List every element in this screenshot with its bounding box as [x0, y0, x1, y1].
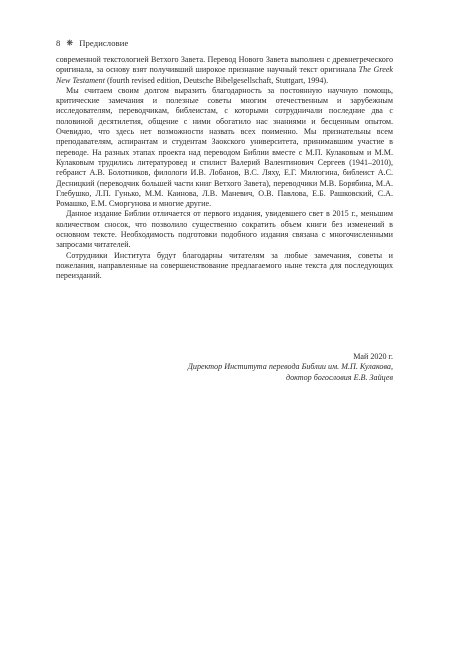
running-header [56, 39, 128, 48]
signature-name: доктор богословия Е.В. Зайцев [285, 372, 393, 382]
paragraph-2: Мы считаем своим долгом выразить благодарность за постоянную научную помощь, критические замечания и полезные советы многим отечественным и зарубежным исследователям, переводчикам, библеистам, с которыми сотрудничали последние два с половиной десятилетия, общение с ними обогатило нас знаниями и бесценным опытом. Очевидно, что здесь нет возможности назвать всех поименно. Мы признательны всем преподавателям, аспирантам и студентам Заокского университета, принимавшим участие в переводе. На разных этапах проекта над переводом Библии вместе с М.П. Кулаковым и М.М. Кулаковым трудились литературовед и стилист Валерий Валентинович Сергеев (1941–2010), гебраист А.В. Болотников, филологи И.В. Лобанов, В.С. Ляху, Е.Г. Милюгина, библеист А.С. Десницкий (переводчик большей части книг Ветхого Завета), переводчики М.В. Борябина, М.А. Глебушко, Л.П. Гунько, М.М. Каинова, Л.В. Маневич, О.В. Павлова, Е.Б. Рашковский, С.А. Ромашко, Е.М. Сморгунова и многие другие. [56, 85, 393, 209]
signature-title: Директор Института перевода Библии им. М.П. Кулакова, [187, 362, 393, 372]
paragraph-1-part-1: современной текстологией Ветхого Завета. Перевод Нового Завета выполнен с древнегреческого оригинала, за основу взят получивший широкое признание научный текст оригинала [56, 55, 393, 75]
signature-date: Май 2020 г. [353, 352, 393, 361]
signature-block [93, 352, 393, 383]
paragraph-1 [56, 55, 393, 86]
book-title-italic: The Greek New Testament [56, 65, 393, 85]
paragraph-3: Данное издание Библии отличается от первого издания, увидевшего свет в 2015 г., меньшим количеством сносок, что позволило существенно сократить объем книги без изменений в основном тексте. Необходимость подготовки подобного издания связана с многочисленными запросами читателей. [56, 209, 393, 250]
section-title: Предисловие [79, 38, 129, 48]
page-number: 8 [56, 38, 61, 48]
ornament-icon: ❋ [66, 38, 74, 48]
paragraph-1-part-2: (fourth revised edition, Deutsche Bibelgesellschaft, Stuttgart, 1994). [104, 75, 329, 85]
body-text [56, 55, 393, 282]
paragraph-4: Сотрудники Института будут благодарны читателям за любые замечания, советы и пожелания, направленные на совершенствование предлагаемого ныне текста для последующих переизданий. [56, 250, 393, 281]
